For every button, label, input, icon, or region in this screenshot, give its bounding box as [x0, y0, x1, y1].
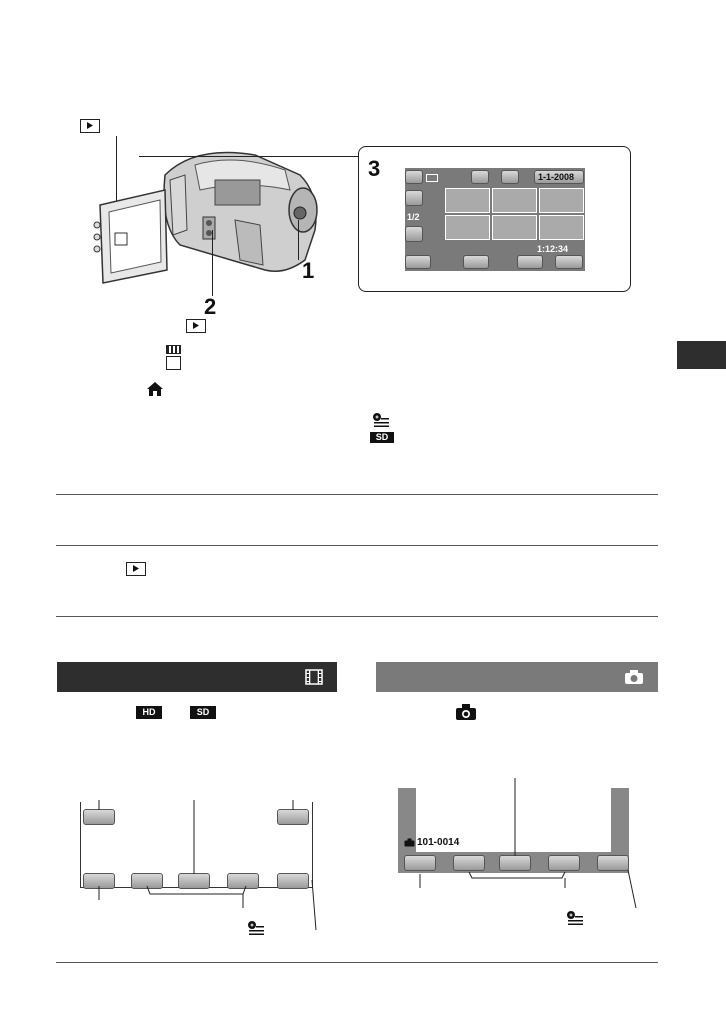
- thumbnail[interactable]: [539, 188, 584, 213]
- photos-section-header: [376, 662, 658, 692]
- battery-icon: [426, 174, 438, 182]
- chapter-tab: [677, 341, 726, 369]
- movie-tab-button[interactable]: [471, 170, 489, 184]
- home-button[interactable]: [405, 170, 423, 184]
- camera-tab-button[interactable]: [517, 255, 543, 269]
- play-mode-icon: [80, 119, 100, 133]
- play-mode-icon: [186, 319, 206, 333]
- divider: [56, 616, 658, 617]
- page-up-button[interactable]: [405, 190, 423, 206]
- divider: [56, 494, 658, 495]
- thumbnail[interactable]: [539, 215, 584, 240]
- film-photo-icon: [166, 345, 182, 371]
- hd-quality-button[interactable]: [463, 255, 489, 269]
- date-index-button[interactable]: [534, 170, 584, 184]
- option-icon: [566, 910, 584, 926]
- callout-2: 2: [204, 294, 217, 319]
- index-screen: [405, 168, 585, 271]
- photo-callout-lines: [398, 778, 643, 918]
- total-time: 1:12:34: [537, 244, 569, 254]
- sd-quality-icon: SD: [190, 706, 216, 719]
- sd-quality-icon: SD: [370, 432, 394, 443]
- hd-quality-icon: HD: [136, 706, 162, 719]
- camera-icon: [624, 669, 644, 685]
- divider: [56, 962, 658, 963]
- option-icon: [247, 920, 265, 936]
- film-icon: [305, 669, 323, 685]
- thumbnail[interactable]: [445, 215, 490, 240]
- photo-tab-button[interactable]: [501, 170, 519, 184]
- thumbnail[interactable]: [445, 188, 490, 213]
- thumbnail[interactable]: [492, 188, 537, 213]
- option-icon: [372, 412, 390, 428]
- leader-line: [298, 220, 299, 260]
- play-mode-icon: [126, 562, 146, 576]
- camera-icon: [455, 703, 477, 721]
- divider: [56, 545, 658, 546]
- home-icon: [146, 381, 164, 397]
- leader-line: [212, 230, 213, 296]
- movie-callout-lines: [80, 790, 325, 935]
- file-number: 101-0014: [417, 837, 460, 848]
- thumbnail-grid: [429, 188, 582, 240]
- page-indicator: 1/2: [407, 212, 420, 222]
- leader-line: [139, 156, 359, 157]
- thumbnail[interactable]: [492, 215, 537, 240]
- return-button[interactable]: [405, 255, 431, 269]
- index-date: 1-1-2008: [538, 172, 575, 182]
- callout-1: 1: [302, 258, 315, 283]
- page-down-button[interactable]: [405, 226, 423, 242]
- option-button[interactable]: [555, 255, 583, 269]
- movies-section-header: [57, 662, 337, 692]
- callout-3: 3: [368, 156, 381, 181]
